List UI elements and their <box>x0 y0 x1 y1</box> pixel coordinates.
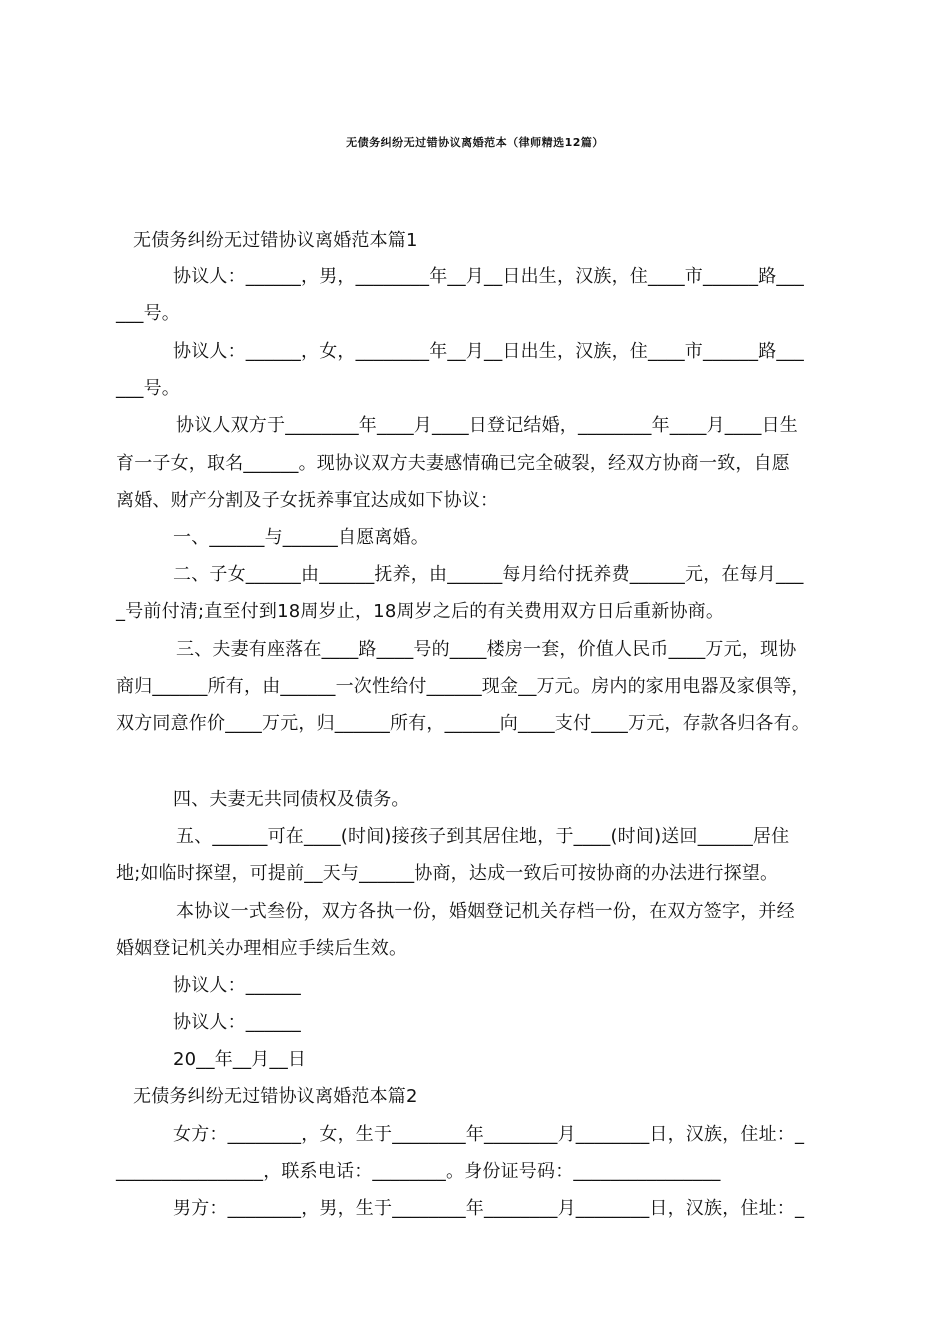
closing-line-2: 婚姻登记机关办理相应手续后生效。 <box>116 938 408 959</box>
female-party-line-2: ________________，联系电话：________。身份证号码：________________ <box>116 1161 721 1182</box>
date-line: 20__年__月__日 <box>173 1049 307 1070</box>
clause-5-line-2: 地;如临时探望，可提前__天与______协商，达成一致后可按协商的办法进行探望。 <box>116 863 779 884</box>
party1-line-1: 协议人：______，男，________年__月__日出生，汉族，住____市______路___ <box>173 266 804 287</box>
document-title: 无债务纠纷无过错协议离婚范本（律师精选12篇） <box>346 136 604 149</box>
clause-2-line-1: 二、子女______由______抚养，由______每月给付抚养费______元，在每月___ <box>173 564 804 585</box>
party2-line-2: ___号。 <box>116 378 180 399</box>
clause-4: 四、夫妻无共同债权及债务。 <box>173 789 410 810</box>
signature-line-2: 协议人：______ <box>173 1012 301 1033</box>
clause-3-line-2: 商归______所有，由______一次性给付______现金__万元。房内的家用电器及家俱等， <box>116 676 810 697</box>
clause-1: 一、______与______自愿离婚。 <box>173 527 429 548</box>
party2-line-1: 协议人：______，女，________年__月__日出生，汉族，住____市______路___ <box>173 341 804 362</box>
female-party-line-1: 女方：________，女，生于________年________月________日，汉族，住址：_ <box>173 1124 805 1145</box>
intro-line-3: 离婚、财产分割及子女抚养事宜达成如下协议： <box>116 490 499 511</box>
signature-line-1: 协议人：______ <box>173 975 301 996</box>
clause-2-line-2: _号前付清;直至付到18周岁止，18周岁之后的有关费用双方日后重新协商。 <box>116 601 725 622</box>
intro-line-1: 协议人双方于________年____月____日登记结婚，________年____月____日生 <box>176 415 798 436</box>
closing-line-1: 本协议一式叁份，双方各执一份，婚姻登记机关存档一份，在双方签字，并经 <box>176 901 795 922</box>
clause-5-line-1: 五、______可在____(时间)接孩子到其居住地，于____(时间)送回______居住 <box>176 826 790 847</box>
clause-3-line-3: 双方同意作价____万元，归______所有，______向____支付____万元，存款各归各有。 <box>116 713 810 734</box>
party1-line-2: ___号。 <box>116 303 180 324</box>
intro-line-2: 育一子女，取名______。现协议双方夫妻感情确已完全破裂，经双方协商一致，自愿 <box>116 453 790 474</box>
section-heading-1: 无债务纠纷无过错协议离婚范本篇1 <box>133 230 418 251</box>
male-party-line-1: 男方：________，男，生于________年________月________日，汉族，住址：_ <box>173 1198 805 1219</box>
clause-3-line-1: 三、夫妻有座落在____路____号的____楼房一套，价值人民币____万元，现协 <box>176 639 797 660</box>
section-heading-2: 无债务纠纷无过错协议离婚范本篇2 <box>133 1086 418 1107</box>
